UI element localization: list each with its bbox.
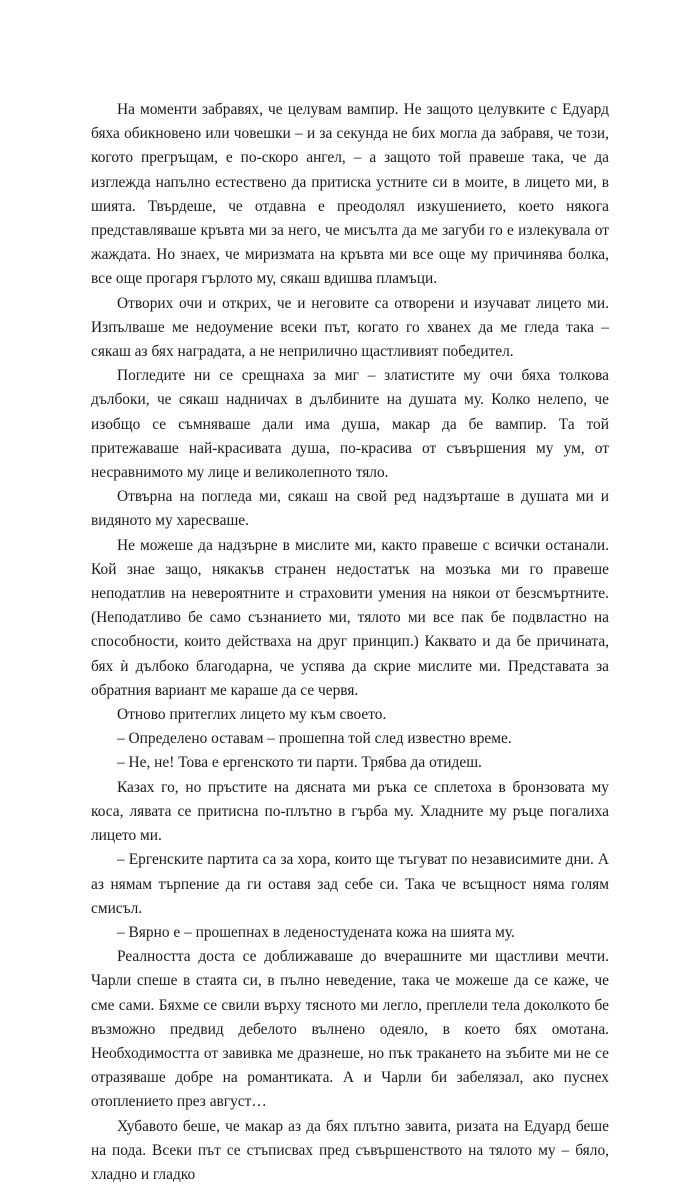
dialogue-line: – Ергенските партита са за хора, които ще тъгуват по независимите дни. А аз нямам търпение да ги оставя зад себе си. Така че всъщност няма голям смисъл.	[91, 851, 609, 917]
paragraph: Хубавото беше, че макар аз да бях плътно завита, ризата на Едуард беше на пода. Всеки път се стъписвах пред съвършенството на тялото му – бяло, хладно и гладко	[91, 1117, 609, 1183]
dialogue-line: – Вярно е – прошепнах в леденостудената кожа на шията му.	[117, 923, 515, 941]
dialogue-line: – Определено оставам – прошепна той след известно време.	[117, 730, 512, 748]
paragraph: Не можеше да надзърне в мислите ми, както правеше с всички останали. Кой знае защо, някакъв странен недостатък на мозъка ми го правеше неподатлив на невероятните и страховити умения на някои от безсмъртните. (Неподатливо бе само съзнанието ми, тялото ми все пак бе подвластно на способности, които действаха на друг принцип.) Каквато и да бе причината, бях ѝ дълбоко благодарна, че успява да скрие мислите ми. Представата за обратния вариант ме караше да се червя.	[91, 536, 609, 699]
paragraph: Отново притеглих лицето му към своето.	[117, 706, 387, 724]
body-text	[91, 98, 609, 1187]
paragraph: На моменти забравях, че целувам вампир. Не защото целувките с Едуард бяха обикновено или човешки – и за секунда не бих могла да забравя, че този, когото прегръщам, е по-скоро ангел, – а защото той правеше така, че да изглежда напълно естествено да притиска устните си в моите, в лицето ми, в шията. Твърдеше, че отдавна е преодолял изкушението, което някога представляваше кръвта ми за него, че мисълта да ме загуби го е излекувала от жаждата. Но знаех, че миризмата на кръвта ми все още му причинява болка, все още прогаря гърлото му, сякаш вдишва пламъци.	[91, 101, 609, 288]
paragraph: Казах го, но пръстите на дясната ми ръка се сплетоха в бронзовата му коса, лявата се притисна по-плътно в гърба му. Хладните му ръце погалиха лицето ми.	[91, 778, 609, 845]
dialogue-line: – Не, не! Това е ергенското ти парти. Трябва да отидеш.	[117, 754, 482, 772]
paragraph: Отворих очи и открих, че и неговите са отворени и изучават лицето ми. Изпълваше ме недоумение всеки път, когато го хванех да ме гледа така – сякаш аз бях наградата, а не неприлично щастливият победител.	[91, 294, 609, 361]
paragraph: Погледите ни се срещнаха за миг – златистите му очи бяха толкова дълбоки, че сякаш надничах в дълбините на душата му. Колко нелепо, че изобщо се съмняваше дали има душа, макар да бе вампир. Та той притежаваше най-красивата душа, по-красива от съвършения му ум, от несравнимото му лице и великолепното тяло.	[91, 367, 609, 482]
paragraph: Реалността доста се доближаваше до вчерашните ми щастливи мечти. Чарли спеше в стаята си, в пълно неведение, така че можеше да се каже, че сме сами. Бяхме се свили върху тясното ми легло, преплели тела доколкото бе възможно предвид дебелото вълнено одеяло, в което бях омотана. Необходимостта от завивка ме дразнеше, но пък тракането на зъбите ми не се отразяваше добре на романтиката. А и Чарли би забелязал, ако пуснех отоплението през август…	[91, 948, 609, 1111]
paragraph: Отвърна на погледа ми, сякаш на свой ред надзърташе в душата ми и видяното му харесваше.	[91, 488, 609, 530]
